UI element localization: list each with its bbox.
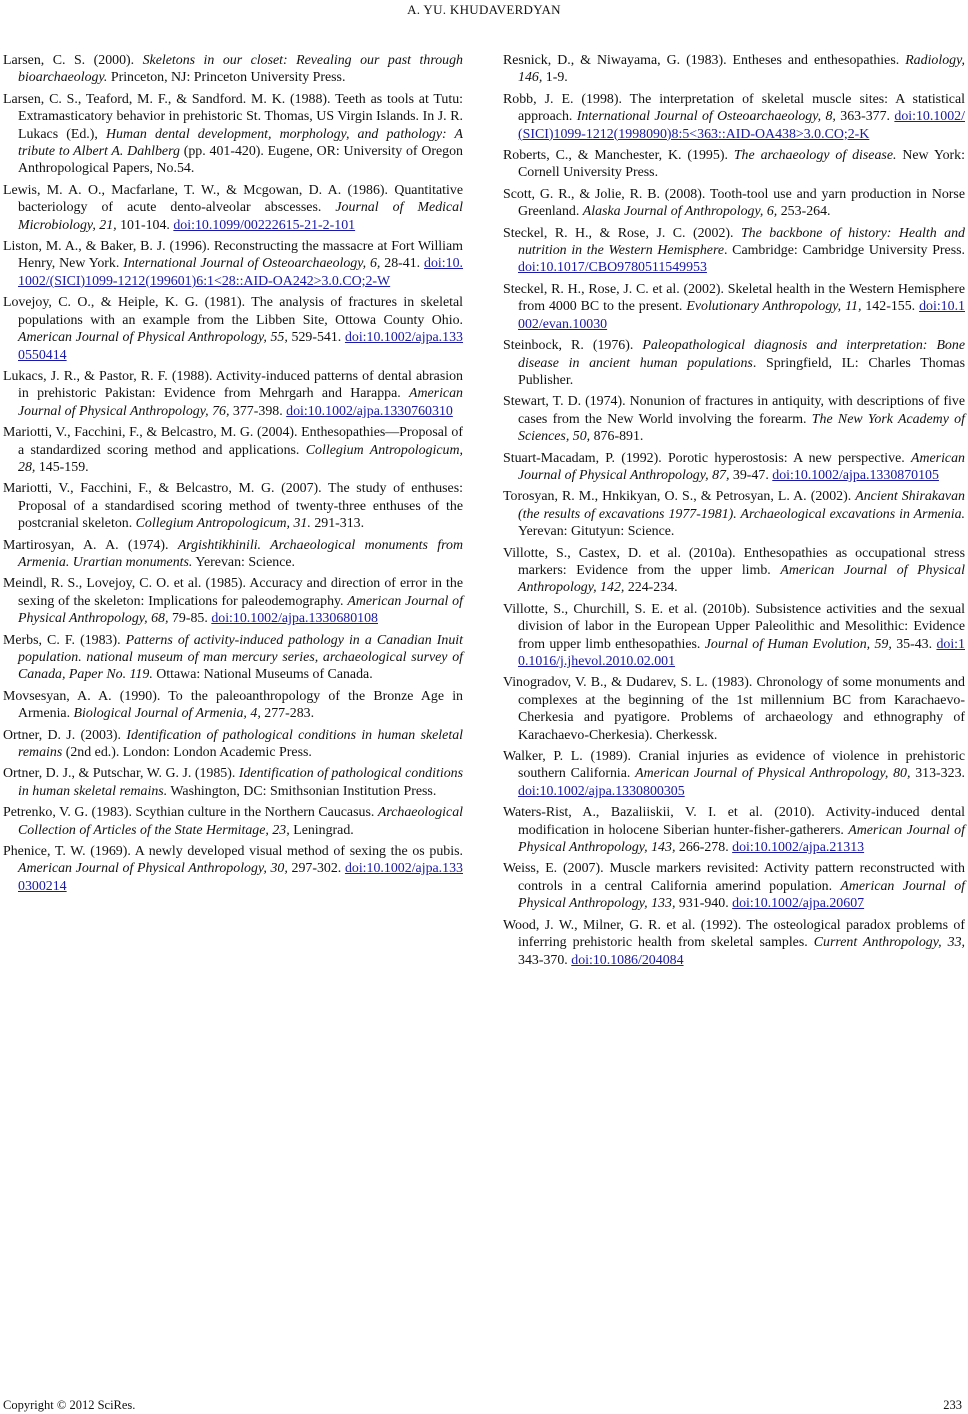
reference-entry (503, 393, 965, 445)
doi-link[interactable]: doi:10.1002/ajpa.1330550414 (18, 330, 463, 363)
reference-text: 224-234. (624, 580, 678, 596)
reference-text: Merbs, C. F. (1983). (3, 632, 126, 648)
reference-text: Washington, DC: Smithsonian Institution Press. (167, 783, 437, 799)
reference-source: American Journal of Physical Anthropology, 76, (18, 386, 463, 419)
reference-text: 931-940. (675, 896, 733, 912)
reference-text: 101-104. (116, 217, 174, 233)
reference-entry (503, 917, 965, 969)
reference-entry (503, 860, 965, 912)
reference-source: American Journal of Physical Anthropology, 68, (18, 593, 463, 627)
reference-text: 377-398. (229, 403, 287, 419)
reference-text: Ortner, D. J., & Putschar, W. G. J. (1985). (3, 766, 239, 782)
doi-link[interactable]: doi:10.1002/(SICI)1099-1212(1998090)8:5<363::AID-OA438>3.0.CO;2-K (518, 109, 965, 142)
reference-entry (3, 52, 463, 87)
reference-text: Roberts, C., & Manchester, K. (1995). (503, 148, 734, 164)
reference-text: 145-159. (35, 459, 89, 475)
reference-entry (503, 748, 965, 800)
reference-source: Evolutionary Anthropology, 11, (686, 299, 862, 315)
reference-entry (3, 238, 463, 290)
reference-text: 363-377. (835, 109, 895, 125)
reference-source: Collegium Antropologicum, 31. (135, 516, 311, 532)
reference-text: Villotte, S., Churchill, S. E. et al. (2010b). Subsistence activities and the sexual division of labor in the European Upper Paleolithic and Mesolithic: Evidence from upper limb enthesopathies. (503, 601, 965, 652)
reference-source: American Journal of Physical Anthropology, 30, (18, 861, 288, 877)
reference-text: Wood, J. W., Milner, G. R. et al. (1992). The osteological paradox problems of inferring prehistoric health from skeletal samples. (503, 917, 965, 951)
doi-link[interactable]: doi:10.1016/j.jhevol.2010.02.001 (518, 636, 965, 669)
reference-entry (3, 91, 463, 178)
copyright-notice: Copyright © 2012 SciRes. (3, 1398, 136, 1412)
reference-text: Ottawa: National Museums of Canada. (152, 667, 373, 683)
reference-entry (3, 632, 463, 684)
reference-source: Patterns of activity-induced pathology in a Canadian Inuit population. national museum of man mercury series, archaeological survey of Canada, Paper No. 119. (18, 632, 464, 683)
doi-link[interactable]: doi:10.1002/evan.10030 (518, 299, 965, 332)
reference-text: (pp. 401-420). Eugene, OR: University of Oregon Anthropological Papers, No.54. (18, 144, 463, 177)
reference-text: Liston, M. A., & Baker, B. J. (1996). Reconstructing the massacre at Fort William Henry, New York. (3, 239, 463, 272)
reference-entry (3, 575, 463, 627)
reference-entry (3, 537, 463, 572)
reference-entry (503, 488, 965, 540)
reference-text: 266-278. (675, 840, 733, 856)
reference-text: Movsesyan, A. A. (1990). To the paleoanthropology of the Bronze Age in Armenia. (3, 688, 463, 722)
reference-entry (3, 294, 463, 364)
reference-text: 876-891. (590, 429, 644, 445)
reference-source: Identification of pathological conditions in human skeletal remains (18, 727, 463, 761)
reference-source: American Journal of Physical Anthropology, 142, (518, 562, 965, 596)
reference-source: Identification of pathological conditions in human skeletal remains. (18, 766, 463, 799)
reference-text: 28-41. (380, 256, 425, 272)
reference-source: Ancient Shirakavan (the results of excavations 1977-1981). Archaeological excavations in Armenia. (518, 489, 965, 522)
reference-entry (3, 480, 463, 532)
reference-column-right (503, 52, 965, 973)
reference-source: The New York Academy of Sciences, 50, (518, 411, 965, 445)
reference-text: Villotte, S., Castex, D. et al. (2010a). Enthesopathies as occupational stress markers: Evidence from the upper limb. (503, 545, 965, 578)
reference-source: American Journal of Physical Anthropology, 55, (18, 330, 288, 346)
reference-text: Larsen, C. S., Teaford, M. F., & Sandford. M. K. (1988). Teeth as tools at Tutu: Extramasticatory behavior in prehistoric St. Thomas, US Virgin Islands. In J. R. Lukacs (Ed.), (3, 91, 463, 142)
doi-link[interactable]: doi:10.1002/ajpa.20607 (732, 896, 865, 912)
reference-text: Yerevan: Science. (192, 554, 296, 570)
reference-entry (503, 337, 965, 389)
reference-text: 277-283. (260, 706, 315, 722)
reference-entry (3, 182, 463, 234)
reference-text: Yerevan: Gitutyun: Science. (518, 524, 675, 540)
reference-source: American Journal of Physical Anthropology, 87, (518, 450, 965, 483)
reference-text: Robb, J. E. (1998). The interpretation of skeletal muscle sites: A statistical approach. (503, 91, 965, 125)
reference-text: Phenice, T. W. (1969). A newly developed visual method of sexing the os pubis. (3, 844, 463, 860)
reference-entry (3, 688, 463, 723)
reference-text: Stuart-Macadam, P. (1992). Porotic hyperostosis: A new perspective. (503, 450, 911, 466)
doi-link[interactable]: doi:10.1017/CBO9780511549953 (518, 260, 707, 276)
doi-link[interactable]: doi:10.1002/ajpa.1330800305 (518, 783, 685, 799)
reference-text: Princeton, NJ: Princeton University Press. (107, 70, 346, 86)
reference-text: Lovejoy, C. O., & Heiple, K. G. (1981). The analysis of fractures in skeletal populations with an example from the Libben Site, Ottowa County Ohio. (3, 295, 463, 328)
running-header: A. YU. KHUDAVERDYAN (407, 2, 561, 17)
reference-text: . Springfield, IL: Charles Thomas Publisher. (518, 355, 965, 388)
reference-text: Walker, P. L. (1989). Cranial injuries as evidence of violence in prehistoric southern California. (503, 749, 965, 782)
reference-text: Weiss, E. (2007). Muscle markers revisited: Activity pattern reconstructed with controls in a central California amerind population. (503, 861, 965, 894)
doi-link[interactable]: doi:10.1002/ajpa.1330760310 (286, 403, 453, 419)
reference-text: Meindl, R. S., Lovejoy, C. O. et al. (1985). Accuracy and direction of error in the sexing of the skeleton: Implications for paleodemography. (3, 576, 463, 609)
reference-source: Radiology, 146, (518, 53, 965, 86)
reference-text: 297-302. (287, 861, 345, 877)
reference-text: Steckel, R. H., & Rose, J. C. (2002). (503, 225, 741, 241)
reference-text: 35-43. (891, 636, 937, 652)
reference-source: American Journal of Physical Anthropology, 133, (518, 878, 966, 912)
reference-source: The archaeology of disease. (733, 148, 897, 164)
reference-text: Stewart, T. D. (1974). Nonunion of fractures in antiquity, with descriptions of five cases from the New World involving the forearm. (503, 394, 965, 427)
reference-text: 313-323. (910, 766, 965, 782)
doi-link[interactable]: doi:10.1086/204084 (571, 952, 684, 968)
reference-text: New York: Cornell University Press. (518, 148, 965, 181)
reference-entry (3, 424, 463, 476)
reference-text: Steinbock, R. (1976). (503, 338, 643, 354)
reference-text: (2nd ed.). London: London Academic Press. (62, 745, 312, 761)
reference-text: . Cambridge: Cambridge University Press. (724, 243, 965, 259)
reference-entry (503, 545, 965, 597)
reference-source: International Journal of Osteoarchaeology, 8, (576, 109, 836, 125)
reference-text: 39-47. (729, 467, 773, 483)
reference-text: Waters-Rist, A., Bazaliiskii, V. I. et al. (2010). Activity-induced dental modification in holocene Siberian hunter-fisher-gatherers. (503, 805, 965, 838)
reference-source: Collegium Antropologicum, 28, (18, 442, 463, 475)
reference-source: Archaeological Collection of Articles of the State Hermitage, 23, (18, 805, 463, 838)
reference-text: 79-85. (168, 611, 212, 627)
reference-entry (503, 281, 965, 333)
doi-link[interactable]: doi:10.1002/ajpa.1330870105 (772, 467, 939, 483)
reference-text: 142-155. (861, 299, 920, 315)
reference-source: Current Anthropology, 33, (813, 935, 965, 951)
reference-text: Vinogradov, V. B., & Dudarev, S. L. (1983). Chronology of some monuments and complexes at the beginning of the 1st millennium BC from Karachaevo-Cherkesia and pyatigore. Problems of archaeology and ethnography of Karachaevo-Cherkesia). Cherkessk. (503, 675, 965, 743)
reference-text: 343-370. (518, 952, 572, 968)
reference-text: Torosyan, R. M., Hnkikyan, O. S., & Petrosyan, L. A. (2002). (503, 489, 856, 505)
reference-source: Journal of Human Evolution, 59, (704, 636, 892, 652)
reference-text: Resnick, D., & Niwayama, G. (1983). Entheses and enthesopathies. (503, 53, 906, 68)
reference-entry (503, 147, 965, 182)
reference-source: International Journal of Osteoarchaeology, 6, (123, 256, 381, 272)
reference-text: 529-541. (287, 330, 345, 346)
reference-text: Lukacs, J. R., & Pastor, R. F. (1988). Activity-induced patterns of dental abrasion in prehistoric Pakistan: Evidence from Mehrgarh and Harappa. (3, 368, 463, 402)
reference-text: Larsen, C. S. (2000). (3, 53, 143, 68)
reference-entry (503, 450, 965, 485)
reference-column-left (3, 52, 463, 899)
reference-source: American Journal of Physical Anthropology, 80, (635, 766, 911, 782)
doi-link[interactable]: doi:10.1002/ajpa.1330300214 (18, 861, 463, 894)
reference-text: 1-9. (542, 70, 568, 86)
reference-text: 253-264. (777, 204, 831, 220)
reference-entry (503, 601, 965, 671)
reference-text: Leningrad. (289, 822, 354, 838)
reference-source: The backbone of history: Health and nutrition in the Western Hemisphere (518, 225, 965, 259)
reference-text: Petrenko, V. G. (1983). Scythian culture in the Northern Caucasus. (3, 805, 378, 821)
reference-text: Mariotti, V., Facchini, F., & Belcastro, M. G. (2007). The study of enthuses: Proposal of a standardised scoring method of twenty-three enthuses of the postcranial skeleton. (3, 481, 463, 532)
reference-source: Paleopathological diagnosis and interpretation: Bone disease in ancient human populations (518, 338, 965, 371)
reference-source: American Journal of Physical Anthropology, 143, (518, 822, 965, 856)
doi-link[interactable]: doi:10.1099/00222615-21-2-101 (173, 217, 356, 233)
reference-entry (3, 765, 463, 800)
reference-text: Ortner, D. J. (2003). (3, 727, 127, 743)
reference-entry (503, 91, 965, 143)
page-number: 233 (943, 1398, 962, 1412)
reference-text: 291-313. (310, 516, 365, 532)
reference-text: Lewis, M. A. O., Macfarlane, T. W., & Mcgowan, D. A. (1986). Quantitative bacteriology of acute dento-alveolar abscesses. (3, 182, 463, 216)
reference-entry (503, 225, 965, 277)
reference-text: Steckel, R. H., Rose, J. C. et al. (2002). Skeletal health in the Western Hemisphere from 4000 BC to the present. (503, 281, 965, 315)
reference-source: Journal of Medical Microbiology, 21, (18, 200, 463, 233)
reference-entry (503, 186, 965, 221)
reference-entry (3, 368, 463, 420)
reference-entry (503, 804, 965, 856)
reference-source: Argishtikhinili. Archaeological monuments from Armenia. Urartian monuments. (18, 537, 463, 570)
reference-text: Martirosyan, A. A. (1974). (3, 537, 178, 553)
reference-entry (503, 52, 965, 87)
doi-link[interactable]: doi:10.1002/(SICI)1099-1212(199601)6:1<28::AID-OA242>3.0.CO;2-W (18, 256, 463, 289)
reference-source: Skeletons in our closet: Revealing our past through bioarchaeology. (18, 53, 463, 86)
doi-link[interactable]: doi:10.1002/ajpa.1330680108 (211, 611, 378, 627)
reference-entry (3, 804, 463, 839)
reference-entry (3, 727, 463, 762)
reference-source: Human dental development, morphology, and pathology: A tribute to Albert A. Dahlberg (18, 126, 463, 160)
reference-source: Biological Journal of Armenia, 4, (73, 706, 261, 722)
reference-entry (503, 674, 965, 744)
reference-entry (3, 843, 463, 895)
reference-text: Mariotti, V., Facchini, F., & Belcastro, M. G. (2004). Enthesopathies—Proposal of a standardized scoring method and applications. (3, 425, 463, 458)
doi-link[interactable]: doi:10.1002/ajpa.21313 (732, 840, 865, 856)
reference-text: Scott, G. R., & Jolie, R. B. (2008). Tooth-tool use and yarn production in Norse Greenland. (503, 186, 965, 220)
reference-source: Alaska Journal of Anthropology, 6, (582, 204, 778, 220)
